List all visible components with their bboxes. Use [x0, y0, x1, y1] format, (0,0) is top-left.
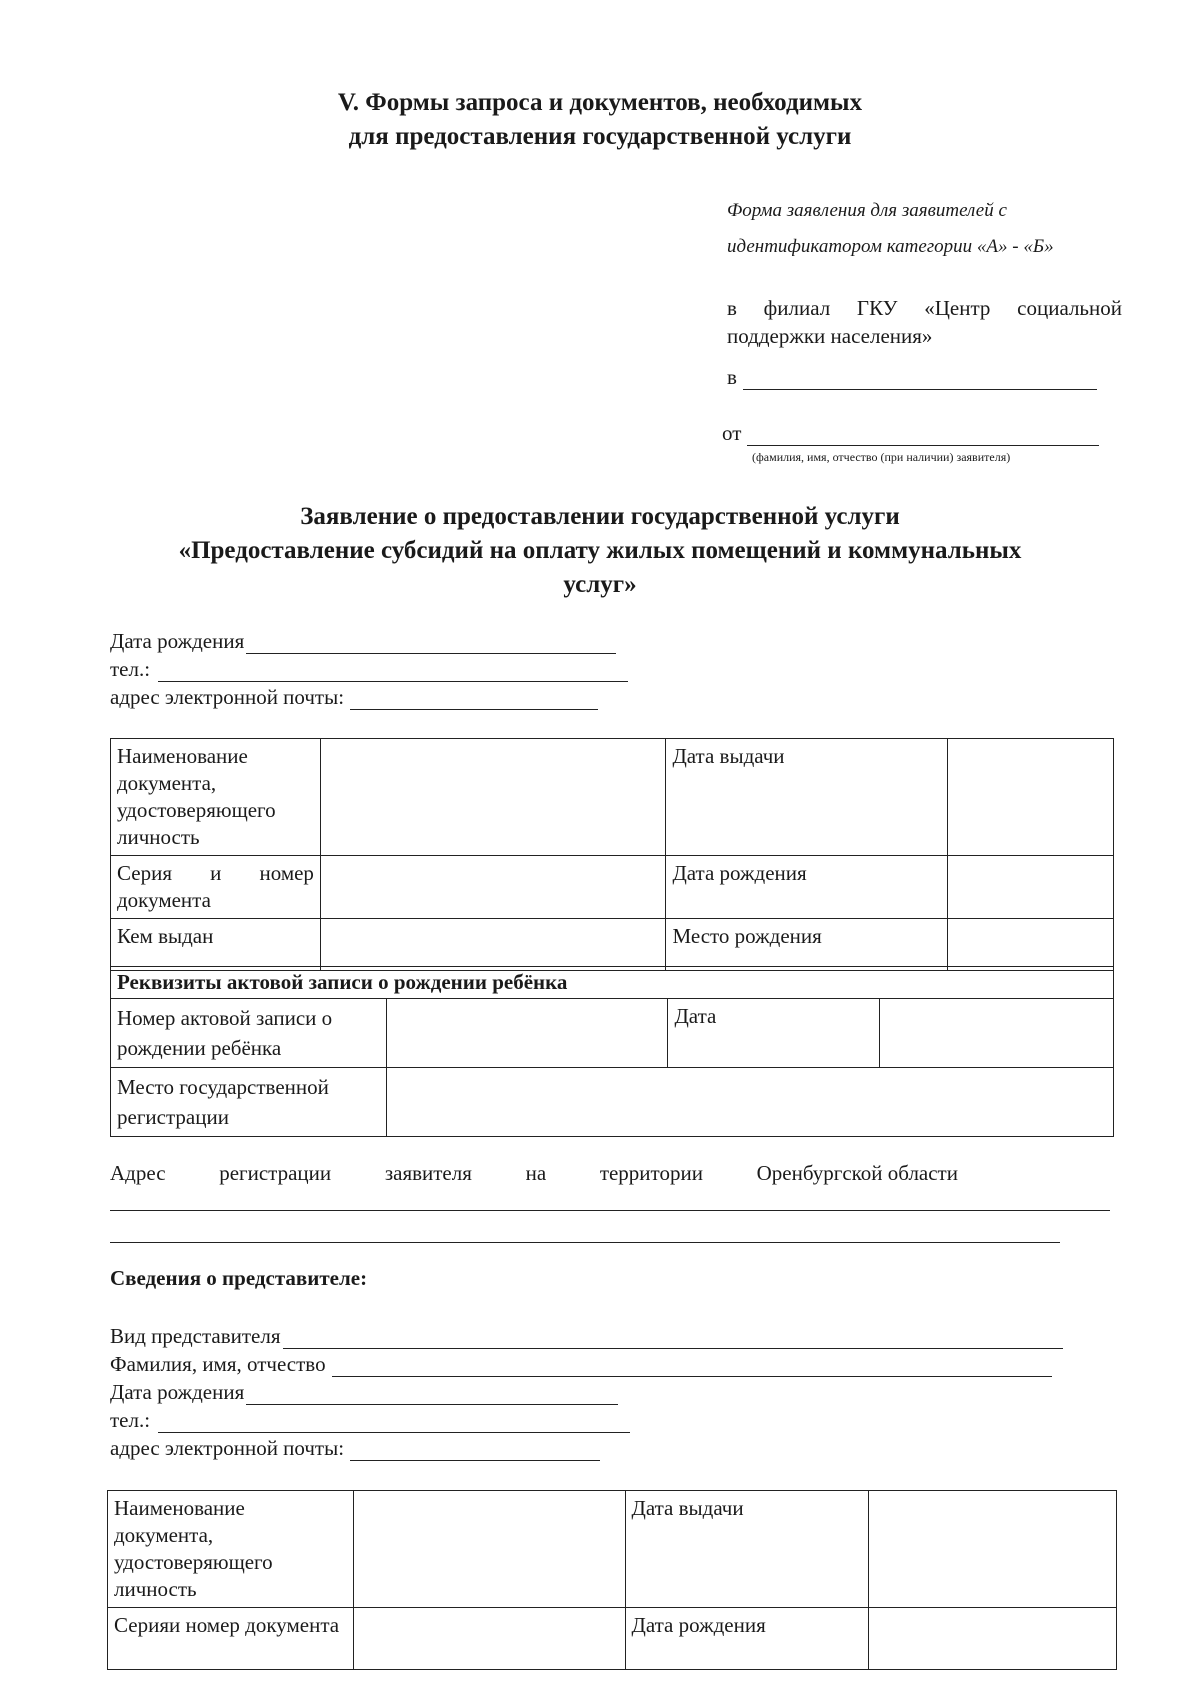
representative-fields [110, 1321, 1063, 1461]
representative-name-row [110, 1349, 1063, 1377]
registration-address-word: Адрес [110, 1161, 166, 1185]
identity-document-table [110, 738, 1114, 971]
identity-birth-place-field[interactable] [948, 919, 1114, 971]
rep-issue-date-label: Дата выдачи [625, 1491, 869, 1608]
section-title-line-1: V. Формы запроса и документов, необходимых [337, 89, 863, 116]
rep-doc-name-field[interactable] [353, 1491, 625, 1608]
applicant-birth-date-label: Дата рождения [110, 629, 245, 653]
registration-address-word: территории [599, 1161, 703, 1185]
registration-address-line-2[interactable] [110, 1242, 1060, 1243]
applicant-email-label: адрес электронной почты: [110, 685, 345, 709]
representative-phone-label: тел.: [110, 1408, 151, 1432]
birth-record-number-field[interactable] [386, 999, 668, 1068]
application-title [60, 500, 1140, 602]
addressee-from-row [722, 421, 1099, 446]
table-row [108, 1608, 1117, 1670]
identity-birth-date-field[interactable] [948, 856, 1114, 919]
representative-birth-date-row [110, 1377, 1063, 1405]
identity-issued-by-label: Кем выдан [111, 919, 321, 971]
birth-record-place-label: Место государственной регистрации [111, 1068, 387, 1137]
table-row [111, 967, 1114, 999]
applicant-phone-row [110, 654, 628, 682]
application-title-line-3: услуг» [563, 571, 637, 598]
addressee-from-label: от [722, 421, 742, 445]
representative-email-field[interactable] [350, 1440, 600, 1461]
rep-birth-date-field[interactable] [869, 1608, 1117, 1670]
form-note-line-1: Форма заявления для заявителей с [727, 200, 1007, 221]
rep-birth-date-label: Дата рождения [625, 1608, 869, 1670]
identity-issue-date-field[interactable] [948, 739, 1114, 856]
birth-record-number-label: Номер актовой записи о рождении ребёнка [111, 999, 387, 1068]
identity-birth-date-label: Дата рождения [666, 856, 948, 919]
representative-email-row [110, 1433, 1063, 1461]
representative-type-row [110, 1321, 1063, 1349]
representative-type-field[interactable] [283, 1328, 1063, 1349]
representative-birth-date-label: Дата рождения [110, 1380, 245, 1404]
identity-issued-by-field[interactable] [320, 919, 666, 971]
table-row [111, 739, 1114, 856]
applicant-phone-label: тел.: [110, 657, 151, 681]
table-row [111, 919, 1114, 971]
representative-phone-row [110, 1405, 1063, 1433]
birth-record-heading: Реквизиты актовой записи о рождении ребёнка [111, 967, 1114, 999]
registration-address-word: Оренбургской области [756, 1161, 958, 1185]
section-title-line-2: для предоставления государственной услуги [348, 123, 852, 150]
form-note-line-2: идентификатором категории «А» - «Б» [727, 236, 1054, 257]
applicant-birth-date-field[interactable] [246, 633, 616, 654]
application-title-line-2: «Предоставление субсидий на оплату жилых помещений и коммунальных [178, 537, 1022, 564]
identity-doc-name-label: Наименование документа, удостоверяющего личность [111, 739, 321, 856]
registration-address-label [110, 1161, 958, 1186]
applicant-phone-field[interactable] [158, 661, 628, 682]
representative-document-table [107, 1490, 1117, 1670]
representative-email-label: адрес электронной почты: [110, 1436, 345, 1460]
addressee-to-field[interactable] [743, 367, 1097, 390]
addressee-to-label: в [727, 365, 737, 389]
representative-type-label: Вид представителя [110, 1324, 281, 1348]
birth-record-date-label: Дата [668, 999, 880, 1068]
form-note [727, 193, 1137, 265]
registration-address-word: регистрации [219, 1161, 332, 1185]
addressee-from-field[interactable] [747, 423, 1099, 446]
identity-issue-date-label: Дата выдачи [666, 739, 948, 856]
identity-birth-place-label: Место рождения [666, 919, 948, 971]
table-row [111, 1068, 1114, 1137]
birth-record-date-field[interactable] [880, 999, 1114, 1068]
table-row [111, 856, 1114, 919]
birth-record-table [110, 966, 1114, 1137]
identity-series-label: Серия и номер документа [111, 856, 321, 919]
rep-doc-name-label: Наименование документа, удостоверяющего личность [108, 1491, 354, 1608]
registration-address-word: на [525, 1161, 547, 1185]
rep-issue-date-field[interactable] [869, 1491, 1117, 1608]
addressee-to-row [727, 365, 1097, 390]
representative-birth-date-field[interactable] [246, 1384, 618, 1405]
applicant-email-row [110, 682, 628, 710]
table-row [108, 1491, 1117, 1608]
birth-record-place-field[interactable] [386, 1068, 1113, 1137]
applicant-birth-date-row [110, 626, 628, 654]
registration-address-word: заявителя [384, 1161, 472, 1185]
table-row [111, 999, 1114, 1068]
rep-series-label: Серияи номер документа [108, 1608, 354, 1670]
identity-series-field[interactable] [320, 856, 666, 919]
identity-doc-name-field[interactable] [320, 739, 666, 856]
registration-address-line-1[interactable] [110, 1210, 1110, 1211]
representative-phone-field[interactable] [158, 1412, 630, 1433]
application-title-line-1: Заявление о предоставлении государственной услуги [300, 503, 900, 530]
applicant-contacts [110, 626, 628, 710]
addressee-from-caption: (фамилия, имя, отчество (при наличии) заявителя) [752, 450, 1011, 464]
representative-heading: Сведения о представителе: [110, 1266, 368, 1290]
applicant-email-field[interactable] [350, 689, 598, 710]
representative-name-label: Фамилия, имя, отчество [110, 1352, 326, 1376]
representative-name-field[interactable] [332, 1356, 1052, 1377]
section-title [0, 86, 1200, 154]
addressee-branch: в филиал ГКУ «Центр социальной поддержки населения» [727, 296, 1122, 348]
rep-series-field[interactable] [353, 1608, 625, 1670]
